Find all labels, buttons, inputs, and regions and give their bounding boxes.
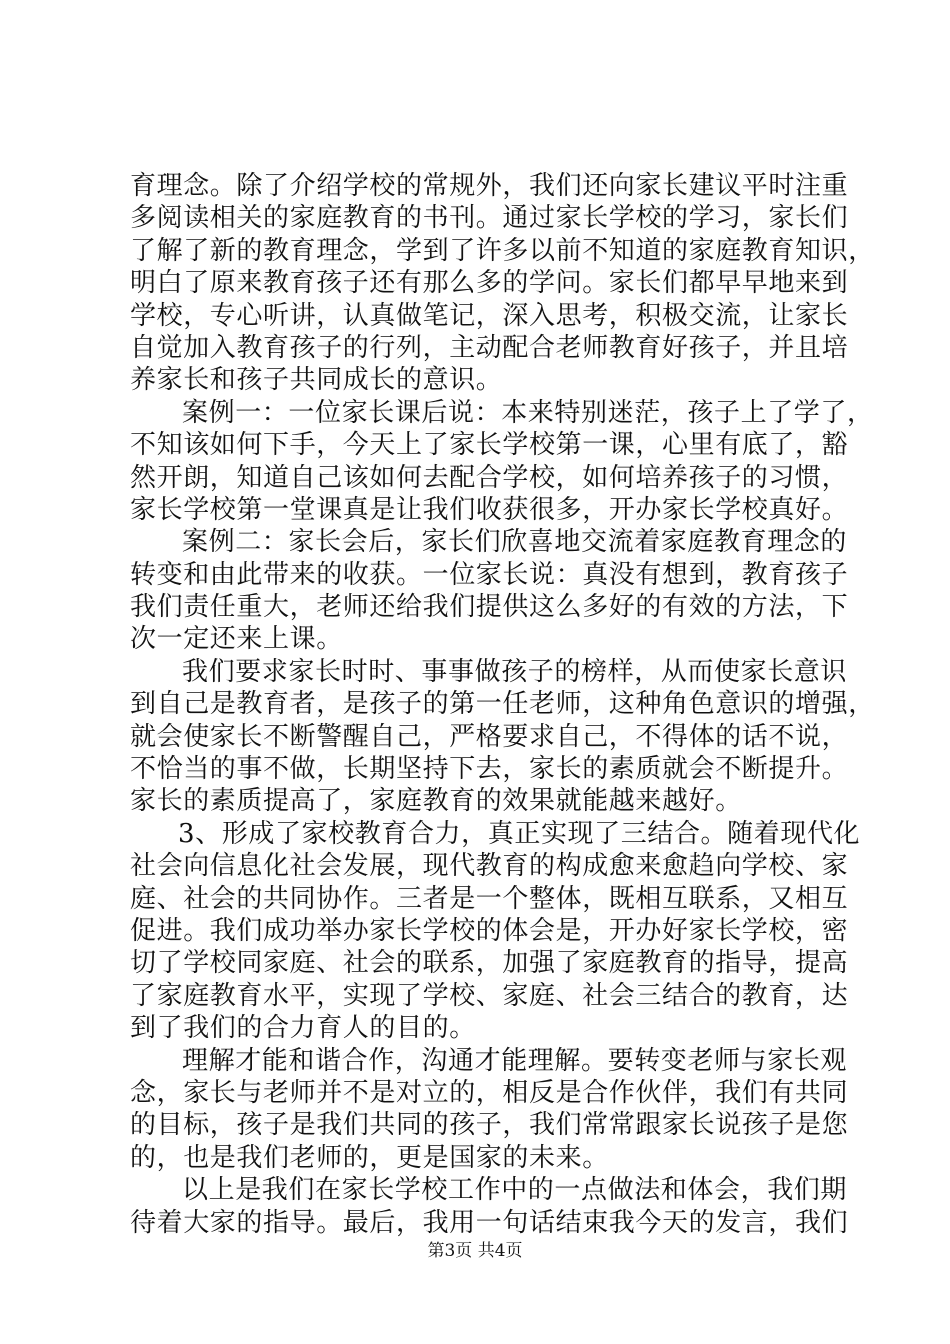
text-line: 待着大家的指导。最后，我用一句话结束我今天的发言，我们 — [130, 1207, 849, 1238]
text-line: 自觉加入教育孩子的行列，主动配合老师教育好孩子，并且培 — [130, 332, 849, 363]
paragraph-start-line: 以上是我们在家长学校工作中的一点做法和体会，我们期 — [182, 1175, 848, 1206]
text-line: 育理念。除了介绍学校的常规外，我们还向家长建议平时注重 — [130, 171, 849, 201]
text-line: 切了学校同家庭、社会的联系，加强了家庭教育的指导，提高 — [130, 948, 849, 979]
text-line: 明白了原来教育孩子还有那么多的学问。家长们都早早地来到 — [130, 268, 849, 299]
text-line: 学校，专心听讲，认真做笔记，深入思考，积极交流，让家长 — [130, 300, 849, 331]
text-line: 转变和由此带来的收获。一位家长说：真没有想到，教育孩子 — [130, 559, 849, 590]
text-line: 的目标，孩子是我们共同的孩子，我们常常跟家长说孩子是您 — [130, 1110, 849, 1141]
text-line: 然开朗，知道自己该如何去配合学校，如何培养孩子的习惯， — [130, 462, 849, 493]
text-line: 不恰当的事不做，长期坚持下去，家长的素质就会不断提升。 — [130, 754, 849, 785]
text-line: 我们责任重大，老师还给我们提供这么多好的有效的方法，下 — [130, 592, 849, 623]
text-line: 养家长和孩子共同成长的意识。 — [130, 365, 503, 396]
text-line: 了家庭教育水平，实现了学校、家庭、社会三结合的教育，达 — [130, 980, 849, 1011]
paragraph-start-line: 我们要求家长时时、事事做孩子的榜样，从而使家长意识 — [182, 656, 848, 687]
text-line: 的，也是我们老师的，更是国家的未来。 — [130, 1142, 609, 1173]
paragraph-start-line: 理解才能和谐合作，沟通才能理解。要转变老师与家长观 — [182, 1045, 848, 1076]
text-line: 家长的素质提高了，家庭教育的效果就能越来越好。 — [130, 786, 742, 817]
text-line: 就会使家长不断警醒自己，严格要求自己，不得体的话不说， — [130, 721, 849, 752]
text-line: 到自己是教育者，是孩子的第一任老师，这种角色意识的增强， — [130, 689, 875, 720]
text-line: 多阅读相关的家庭教育的书刊。通过家长学校的学习，家长们 — [130, 203, 849, 234]
paragraph-start-line: 案例二：家长会后，家长们欣喜地交流着家庭教育理念的 — [182, 527, 848, 558]
text-line: 到了我们的合力育人的目的。 — [130, 1013, 476, 1044]
text-line: 次一定还来上课。 — [130, 624, 343, 655]
page-number-footer: 第3页 共4页 — [427, 1241, 523, 1261]
text-line: 念，家长与老师并不是对立的，相反是合作伙伴，我们有共同 — [130, 1077, 849, 1108]
paragraph-start-line: 案例一：一位家长课后说：本来特别迷茫，孩子上了学了， — [182, 397, 874, 428]
document-body — [130, 170, 875, 1239]
text-line: 了解了新的教育理念，学到了许多以前不知道的家庭教育知识， — [130, 235, 875, 266]
text-line: 家长学校第一堂课真是让我们收获很多，开办家长学校真好。 — [130, 494, 849, 525]
text-line: 庭、社会的共同协作。三者是一个整体，既相互联系，又相互 — [130, 883, 849, 914]
text-line: 社会向信息化社会发展，现代教育的构成愈来愈趋向学校、家 — [130, 851, 849, 882]
text-line: 促进。我们成功举办家长学校的体会是，开办好家长学校，密 — [130, 915, 849, 946]
text-line: 不知该如何下手，今天上了家长学校第一课，心里有底了，豁 — [130, 430, 849, 461]
paragraph-start-line: 3、形成了家校教育合力，真正实现了三结合。随着现代化 — [178, 818, 861, 849]
